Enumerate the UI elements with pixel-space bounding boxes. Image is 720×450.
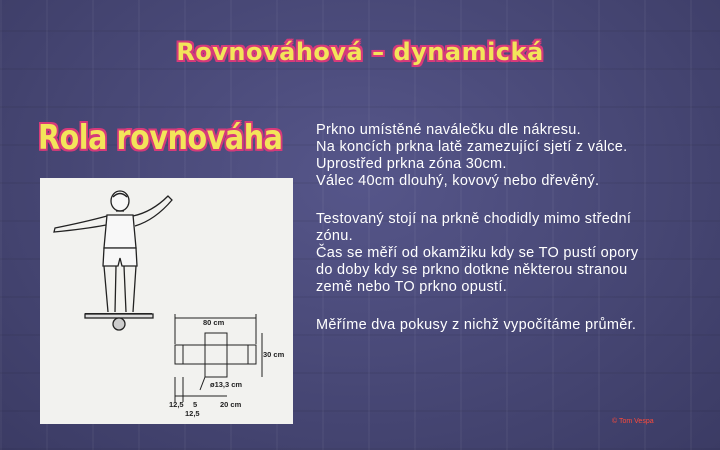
text-line: do doby kdy se prkno dotkne některou stranou — [316, 262, 628, 278]
person-figure — [54, 191, 172, 330]
text-line: země nebo TO prkno opustí. — [316, 279, 508, 295]
text-line: Na koncích prkna latě zamezující sjetí z válce. — [316, 139, 628, 155]
illustration-drawing — [40, 178, 293, 424]
text-line: Měříme dva pokusy z nichž vypočítáme průměr. — [316, 317, 637, 333]
text-line: Testovaný stojí na prkně chodidly mimo střední — [316, 211, 632, 227]
text-line: Prkno umístěné naválečku dle nákresu. — [316, 122, 581, 138]
dimension-zone: 30 cm — [263, 350, 285, 359]
dimension-bottom: 12,5 — [185, 409, 200, 418]
dimension-diameter: ø13,3 cm — [210, 380, 243, 389]
dimension-left: 12,5 — [169, 400, 184, 409]
paragraph-procedure — [316, 211, 686, 296]
paragraph-evaluation — [316, 317, 686, 334]
copyright-note: © Tom Vespa — [612, 418, 654, 425]
dimension-length: 80 cm — [203, 318, 225, 327]
text-line: Válec 40cm dlouhý, kovový nebo dřevěný. — [316, 173, 600, 189]
description-text — [316, 122, 686, 334]
paragraph-equipment — [316, 122, 686, 190]
dimension-mid: 5 — [193, 400, 198, 409]
dimension-right: 20 cm — [220, 400, 242, 409]
slide-title: Rovnováhová – dynamická — [176, 38, 544, 66]
text-line: zónu. — [316, 228, 353, 244]
text-line: Uprostřed prkna zóna 30cm. — [316, 156, 507, 172]
text-line: Čas se měří od okamžiku kdy se TO pustí opory — [316, 245, 639, 261]
slide-subtitle: Rola rovnováha — [38, 118, 283, 158]
balance-board-illustration — [40, 178, 293, 424]
